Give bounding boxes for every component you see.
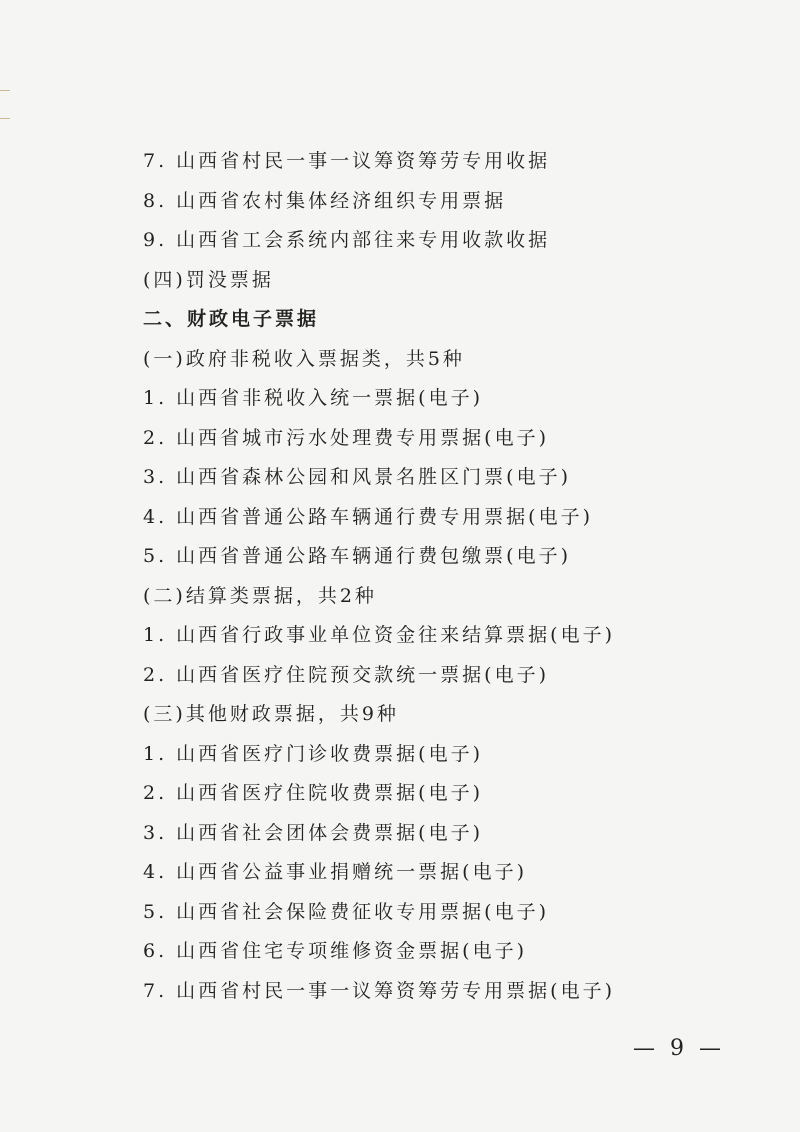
list-item: 5. 山西省社会保险费征收专用票据(电子) [143,900,549,923]
subsection-heading: (二)结算类票据，共2种 [143,584,377,607]
binding-mark [0,118,10,119]
binding-mark [0,90,10,91]
page-number: — 9 — [633,1036,725,1061]
list-item: 3. 山西省社会团体会费票据(电子) [143,821,483,844]
list-item: 2. 山西省医疗住院收费票据(电子) [143,782,483,804]
list-item: 6. 山西省住宅专项维修资金票据(电子) [143,940,527,962]
subsection-heading: (四)罚没票据 [143,268,274,291]
subsection-heading: (三)其他财政票据，共9种 [143,703,399,725]
list-item: 2. 山西省医疗住院预交款统一票据(电子) [143,663,549,686]
list-item: 1. 山西省医疗门诊收费票据(电子) [143,742,483,765]
list-item: 3. 山西省森林公园和风景名胜区门票(电子) [143,466,571,488]
list-item: 5. 山西省普通公路车辆通行费包缴票(电子) [143,545,571,567]
list-item: 9. 山西省工会系统内部往来专用收款收据 [143,229,551,251]
document-body [143,142,763,1011]
list-item: 4. 山西省公益事业捐赠统一票据(电子) [143,861,527,883]
section-heading: 二、财政电子票据 [143,308,320,330]
list-item: 1. 山西省行政事业单位资金往来结算票据(电子) [143,624,615,646]
list-item: 7. 山西省村民一事一议筹资筹劳专用收据 [143,150,551,172]
list-item: 2. 山西省城市污水处理费专用票据(电子) [143,426,549,449]
list-item: 1. 山西省非税收入统一票据(电子) [143,387,483,409]
list-item: 8. 山西省农村集体经济组织专用票据 [143,189,507,212]
subsection-heading: (一)政府非税收入票据类，共5种 [143,347,465,370]
list-item: 7. 山西省村民一事一议筹资筹劳专用票据(电子) [143,979,615,1002]
list-item: 4. 山西省普通公路车辆通行费专用票据(电子) [143,505,593,528]
